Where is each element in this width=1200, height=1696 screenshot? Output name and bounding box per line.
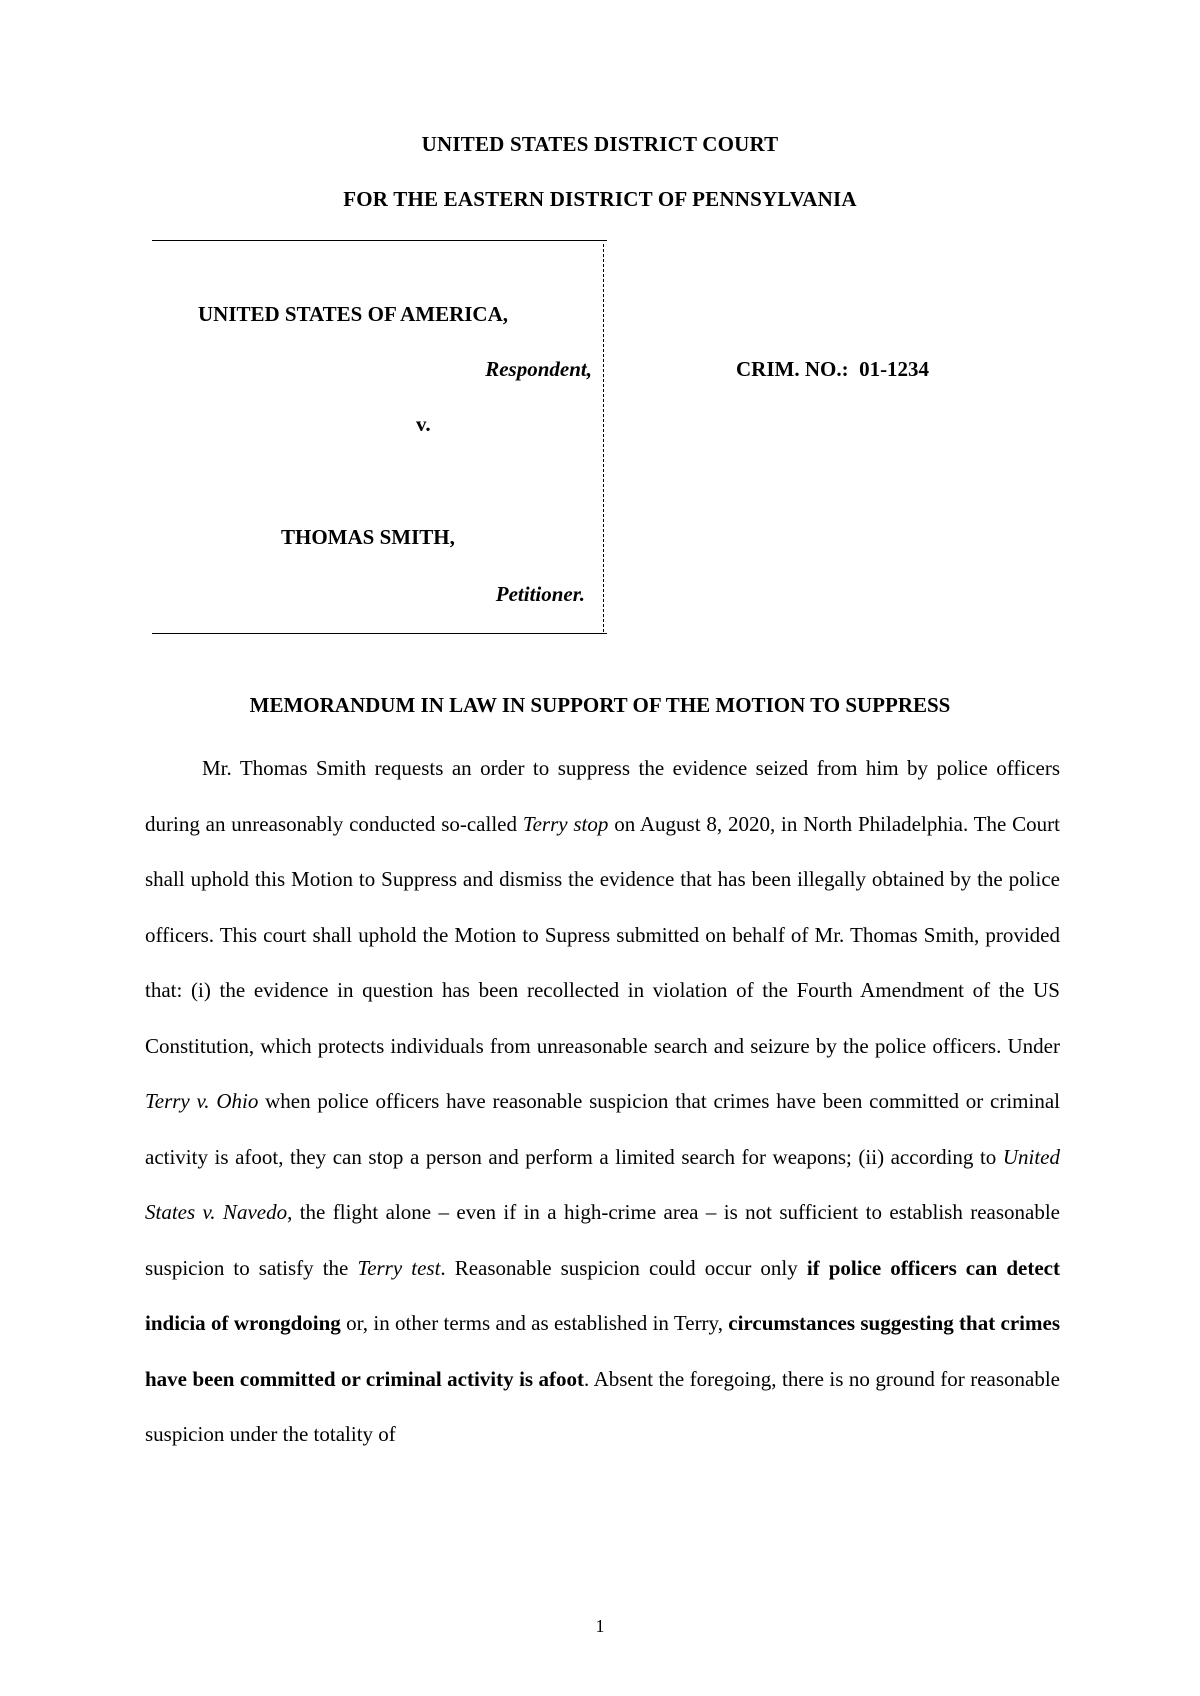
caption-vertical-divider: [603, 244, 604, 632]
body-text-segment: Mr. Thomas Smith requests an order to suppress the evidence seized from him by police officers during an unreasonably conducted so-called: [145, 756, 1060, 836]
emphasis-criminal-activity-afoot: circumstances suggesting that crimes have been committed or criminal activity is afoot: [145, 1311, 1060, 1391]
caption-plaintiff-role: Respondent,: [485, 357, 592, 381]
caption-plaintiff: UNITED STATES OF AMERICA,: [198, 302, 508, 326]
caption-defendant-role: Petitioner.: [495, 582, 585, 606]
body-text-segment: on August 8, 2020, in North Philadelphia. The Court shall uphold this Motion to Suppress and dismiss the evidence that has been illegally obtained by the police officers. This court shall uphold the Motion to Supress submitted on behalf of Mr. Thomas Smith, provided that: (i) the evidence in question has been recollected in violation of the Fourth Amendment of the US Constitution, which protects individuals from unreasonable search and seizure by the police officers. Under: [145, 811, 1060, 1058]
memorandum-body-paragraph: [145, 741, 1060, 1463]
caption-defendant: THOMAS SMITH,: [281, 525, 455, 549]
emphasis-indicia-of-wrongdoing: if police officers can detect indicia of wrongdoing: [145, 1255, 1060, 1335]
memorandum-title: MEMORANDUM IN LAW IN SUPPORT OF THE MOTION TO SUPPRESS: [249, 693, 951, 717]
body-text-segment: or, in other terms and as established in Terry,: [340, 1311, 729, 1335]
court-name-heading: UNITED STATES DISTRICT COURT: [421, 132, 779, 156]
case-reference-navedo: United States v. Navedo: [145, 1144, 1060, 1224]
court-district-heading: FOR THE EASTERN DISTRICT OF PENNSYLVANIA: [343, 187, 857, 211]
body-text-segment: . Absent the foregoing, there is no ground for reasonable suspicion under the totality of: [145, 1366, 1061, 1446]
caption-versus: v.: [416, 412, 431, 436]
body-text-segment: , the flight alone – even if in a high-crime area – is not sufficient to establish reasonable suspicion to satisfy the: [145, 1200, 1061, 1280]
caption-bottom-rule: [152, 633, 607, 634]
page-number: 1: [595, 1616, 605, 1636]
case-reference-terry-stop: Terry stop: [522, 811, 609, 836]
body-text-segment: . Reasonable suspicion could occur only: [440, 1255, 807, 1280]
case-reference-terry-test: Terry test: [357, 1255, 441, 1280]
caption-top-rule: [152, 240, 607, 241]
body-text-segment: when police officers have reasonable suspicion that crimes have been committed or criminal activity is afoot, they can stop a person and perform a limited search for weapons; (ii) according to: [145, 1089, 1060, 1169]
case-reference-terry-v-ohio: Terry v. Ohio: [145, 1089, 259, 1113]
case-number: CRIM. NO.: 01-1234: [736, 357, 930, 381]
